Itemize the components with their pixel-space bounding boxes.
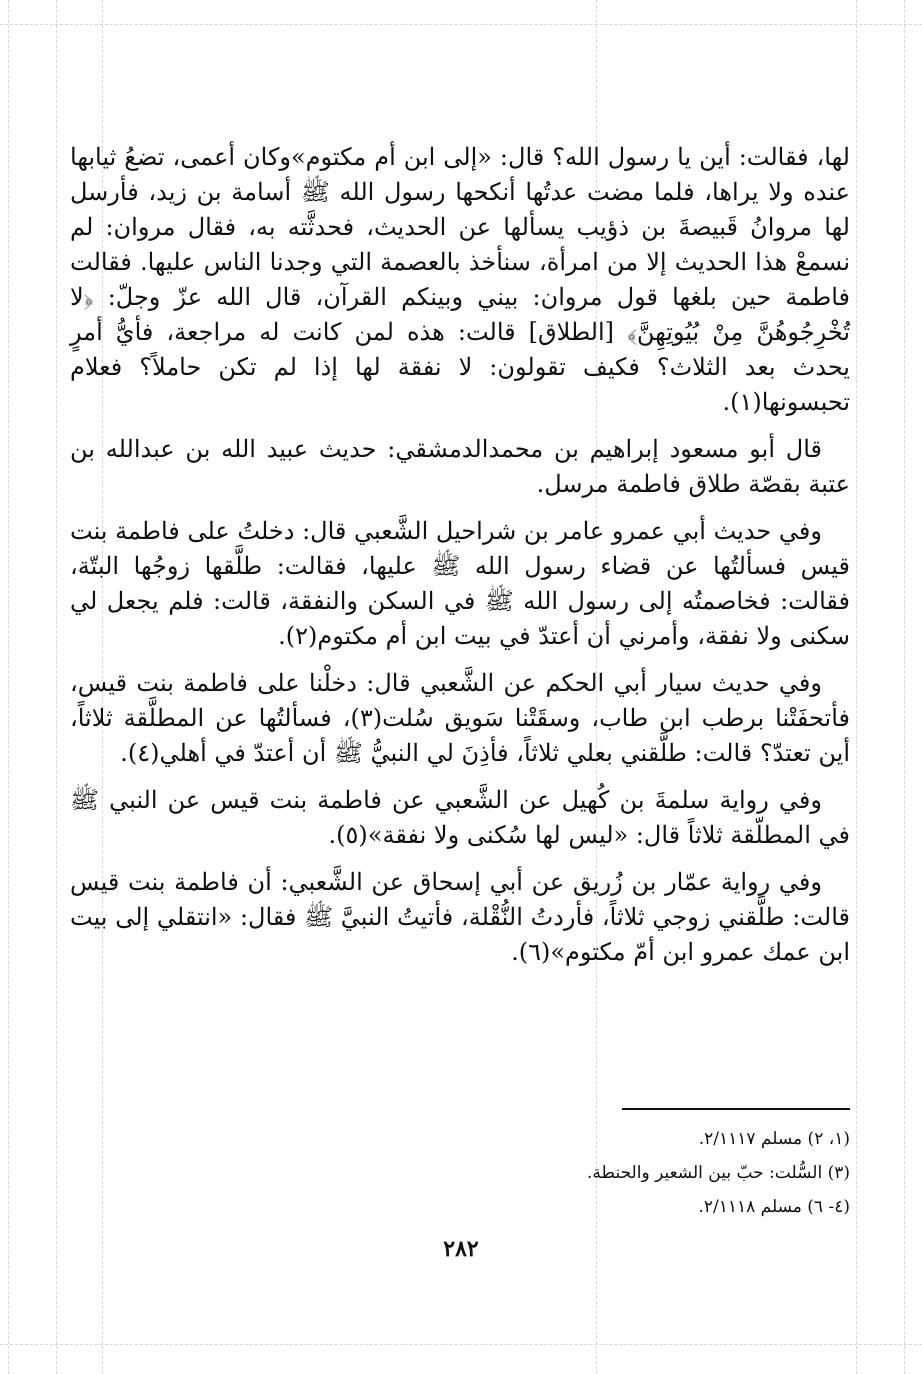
scan-guide-line bbox=[856, 0, 857, 1374]
scan-guide-line bbox=[56, 0, 57, 1374]
scan-guide-line bbox=[0, 1344, 922, 1345]
page-number: ٢٨٢ bbox=[443, 1236, 479, 1262]
body-paragraph: لها، فقالت: أين يا رسول الله؟ قال: «إلى ابن أم مكتوم»وكان أعمى، تضعُ ثيابها عنده ولا يراها، فلما مضت عدتُها أنكحها رسول الله ﷺ أسامة بن زيد، فأرسل لها مروانُ قَبيصةَ بن ذؤيب يسألها عن الحديث، فحدثَّته به، فقال مروان: لم نسمعْ هذا الحديث إلا من امرأة، سنأخذ بالعصمة التي وجدنا الناس عليها. فقالت فاطمة حين بلغها قول مروان: بيني وبينكم القرآن، قال الله عزّ وجلّ: ﴿لا تُخْرِجُوهُنَّ مِنْ بُيُوتِهِنَّ﴾ [الطلاق] قالت: هذه لمن كانت له مراجعة، فأيُّ أمرٍ يحدث بعد الثلاث؟ فكيف تقولون: لا نفقة لها إذا لم تكن حاملاً؟ فعلام تحبسونها(١). bbox=[70, 143, 850, 416]
footnote-separator bbox=[622, 1108, 850, 1110]
body-paragraph: قال أبو مسعود إبراهيم بن محمدالدمشقي: حديث عبيد الله بن عبدالله بن عتبة بقصّة طلاق فاطمة مرسل. bbox=[70, 435, 850, 498]
scan-guide-line bbox=[904, 0, 905, 1374]
scan-guide-line bbox=[8, 0, 9, 1374]
footnotes bbox=[70, 1108, 850, 1224]
scan-guide-line bbox=[0, 24, 922, 25]
footnote: (٤- ٦) مسلم ٢/١١١٨. bbox=[698, 1197, 850, 1217]
body-paragraph: وفي رواية سلمةَ بن كُهيل عن الشَّعبي عن فاطمة بنت قيس عن النبي ﷺ في المطلّقة ثلاثاً قال: «ليس لها سُكنى ولا نفقة»(٥). bbox=[70, 786, 850, 849]
body-paragraph: وفي حديث أبي عمرو عامر بن شراحيل الشَّعبي قال: دخلتُ على فاطمة بنت قيس فسألتُها عن قضاء رسول الله ﷺ عليها، فقالت: طلَّقها زوجُها البتّة، فقالت: فخاصمتُه إلى رسول الله ﷺ في السكن والنفقة، قالت: فلم يجعل لي سكنى ولا نفقة، وأمرني أن أعتدّ في بيت ابن أم مكتوم(٢). bbox=[70, 517, 850, 650]
body-paragraph: وفي حديث سيار أبي الحكم عن الشَّعبي قال: دخلْنا على فاطمة بنت قيس، فأتحفَتْنا برطب ابن طاب، وسقَتْنا سَويق سُلت(٣)، فسألتُها عن المطلَّقة ثلاثاً، أين تعتدّ؟ قالت: طلَّقني بعلي ثلاثاً، فأذِنَ لي النبيُّ ﷺ أن أعتدّ في أهلي(٤). bbox=[70, 669, 851, 767]
footnote: (١، ٢) مسلم ٢/١١١٧. bbox=[698, 1129, 850, 1149]
page-body bbox=[70, 140, 850, 970]
footnote: (٣) السُّلت: حبّ بين الشعير والحنطة. bbox=[586, 1163, 850, 1183]
body-paragraph: وفي رواية عمّار بن زُريق عن أبي إسحاق عن الشَّعبي: أن فاطمة بنت قيس قالت: طلَّقني زوجي ثلاثاً، فأردتُ النُّقْلة، فأتيتُ النبيَّ ﷺ فقال: «انتقلي إلى بيت ابن عمك عمرو ابن أمّ مكتوم»(٦). bbox=[70, 868, 850, 966]
